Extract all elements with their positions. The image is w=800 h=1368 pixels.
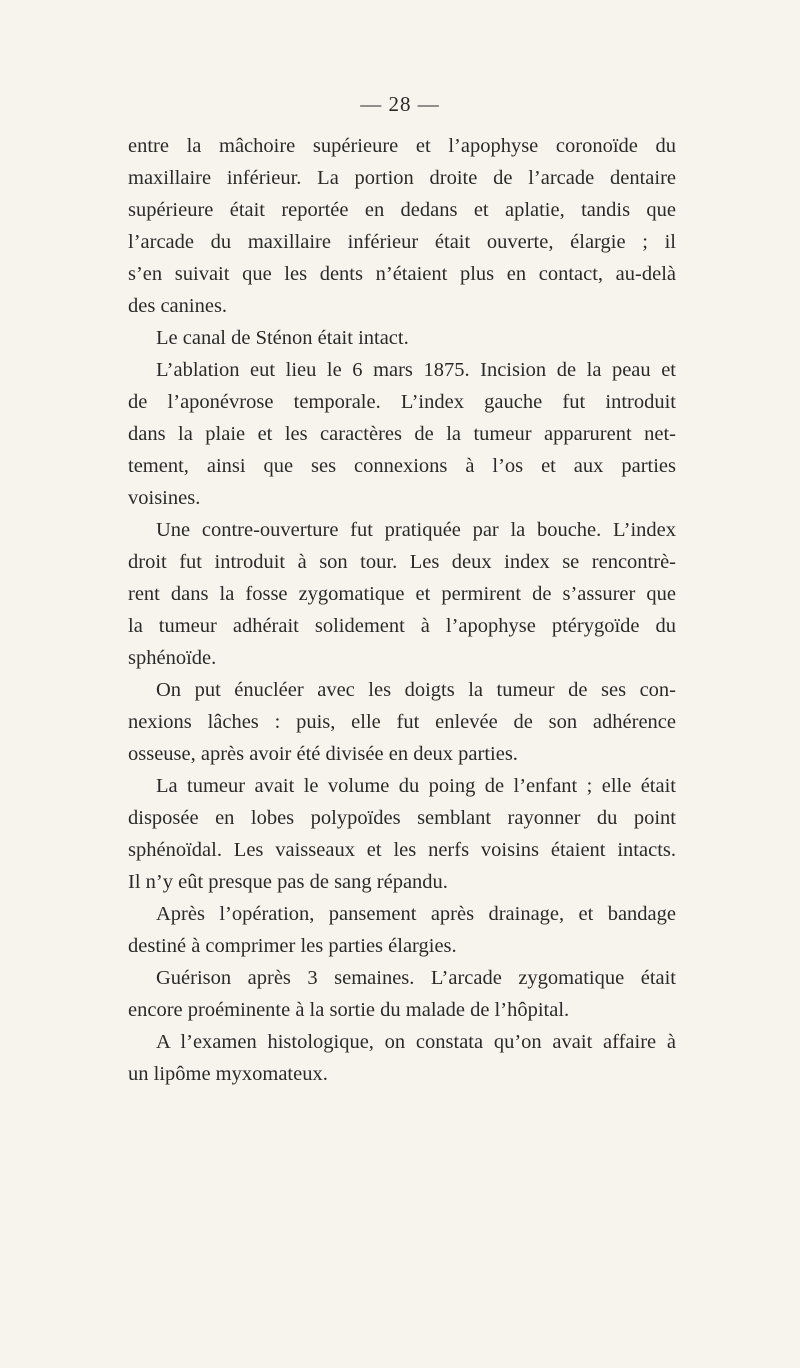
text-line: s’en suivait que les dents n’étaient plus en contact, au-delà <box>128 263 676 285</box>
page-number: — 28 — <box>360 92 440 116</box>
text-line: encore proéminente à la sortie du malade de l’hôpital. <box>128 999 570 1021</box>
text-line: sphénoïdal. Les vaisseaux et les nerfs voisins étaient intacts. <box>128 839 676 861</box>
text-line: Il n’y eût presque pas de sang répandu. <box>128 871 448 893</box>
text-line: nexions lâches : puis, elle fut enlevée de son adhérence <box>128 711 676 733</box>
text-line: dans la plaie et les caractères de la tumeur apparurent net- <box>128 423 676 445</box>
text-line: sphénoïde. <box>128 647 217 669</box>
body-text <box>128 130 676 1090</box>
text-line: Une contre-ouverture fut pratiquée par la bouche. L’index <box>156 519 676 541</box>
text-line: L’ablation eut lieu le 6 mars 1875. Incision de la peau et <box>156 359 676 381</box>
text-line: tement, ainsi que ses connexions à l’os et aux parties <box>128 455 676 477</box>
text-line: Guérison après 3 semaines. L’arcade zygomatique était <box>156 967 676 989</box>
text-line: maxillaire inférieur. La portion droite de l’arcade dentaire <box>128 167 676 189</box>
text-line: On put énucléer avec les doigts la tumeur de ses con- <box>156 679 676 701</box>
text-line: de l’aponévrose temporale. L’index gauche fut introduit <box>128 391 676 413</box>
text-line: Le canal de Sténon était intact. <box>156 327 409 349</box>
text-line: droit fut introduit à son tour. Les deux index se rencontrè- <box>128 551 676 573</box>
text-line: voisines. <box>128 487 201 509</box>
text-line: la tumeur adhérait solidement à l’apophyse ptérygoïde du <box>128 615 676 637</box>
text-line: des canines. <box>128 295 228 317</box>
text-line: Après l’opération, pansement après drainage, et bandage <box>156 903 676 925</box>
text-line: A l’examen histologique, on constata qu’on avait affaire à <box>156 1031 676 1053</box>
text-line: entre la mâchoire supérieure et l’apophyse coronoïde du <box>128 135 676 157</box>
text-line: un lipôme myxomateux. <box>128 1063 328 1085</box>
text-line: disposée en lobes polypoïdes semblant rayonner du point <box>128 807 676 829</box>
text-line: La tumeur avait le volume du poing de l’enfant ; elle était <box>156 775 676 797</box>
text-line: destiné à comprimer les parties élargies. <box>128 935 457 957</box>
text-line: supérieure était reportée en dedans et aplatie, tandis que <box>128 199 676 221</box>
text-line: l’arcade du maxillaire inférieur était ouverte, élargie ; il <box>128 231 676 253</box>
text-line: osseuse, après avoir été divisée en deux parties. <box>128 743 518 765</box>
text-line: rent dans la fosse zygomatique et permirent de s’assurer que <box>128 583 676 605</box>
